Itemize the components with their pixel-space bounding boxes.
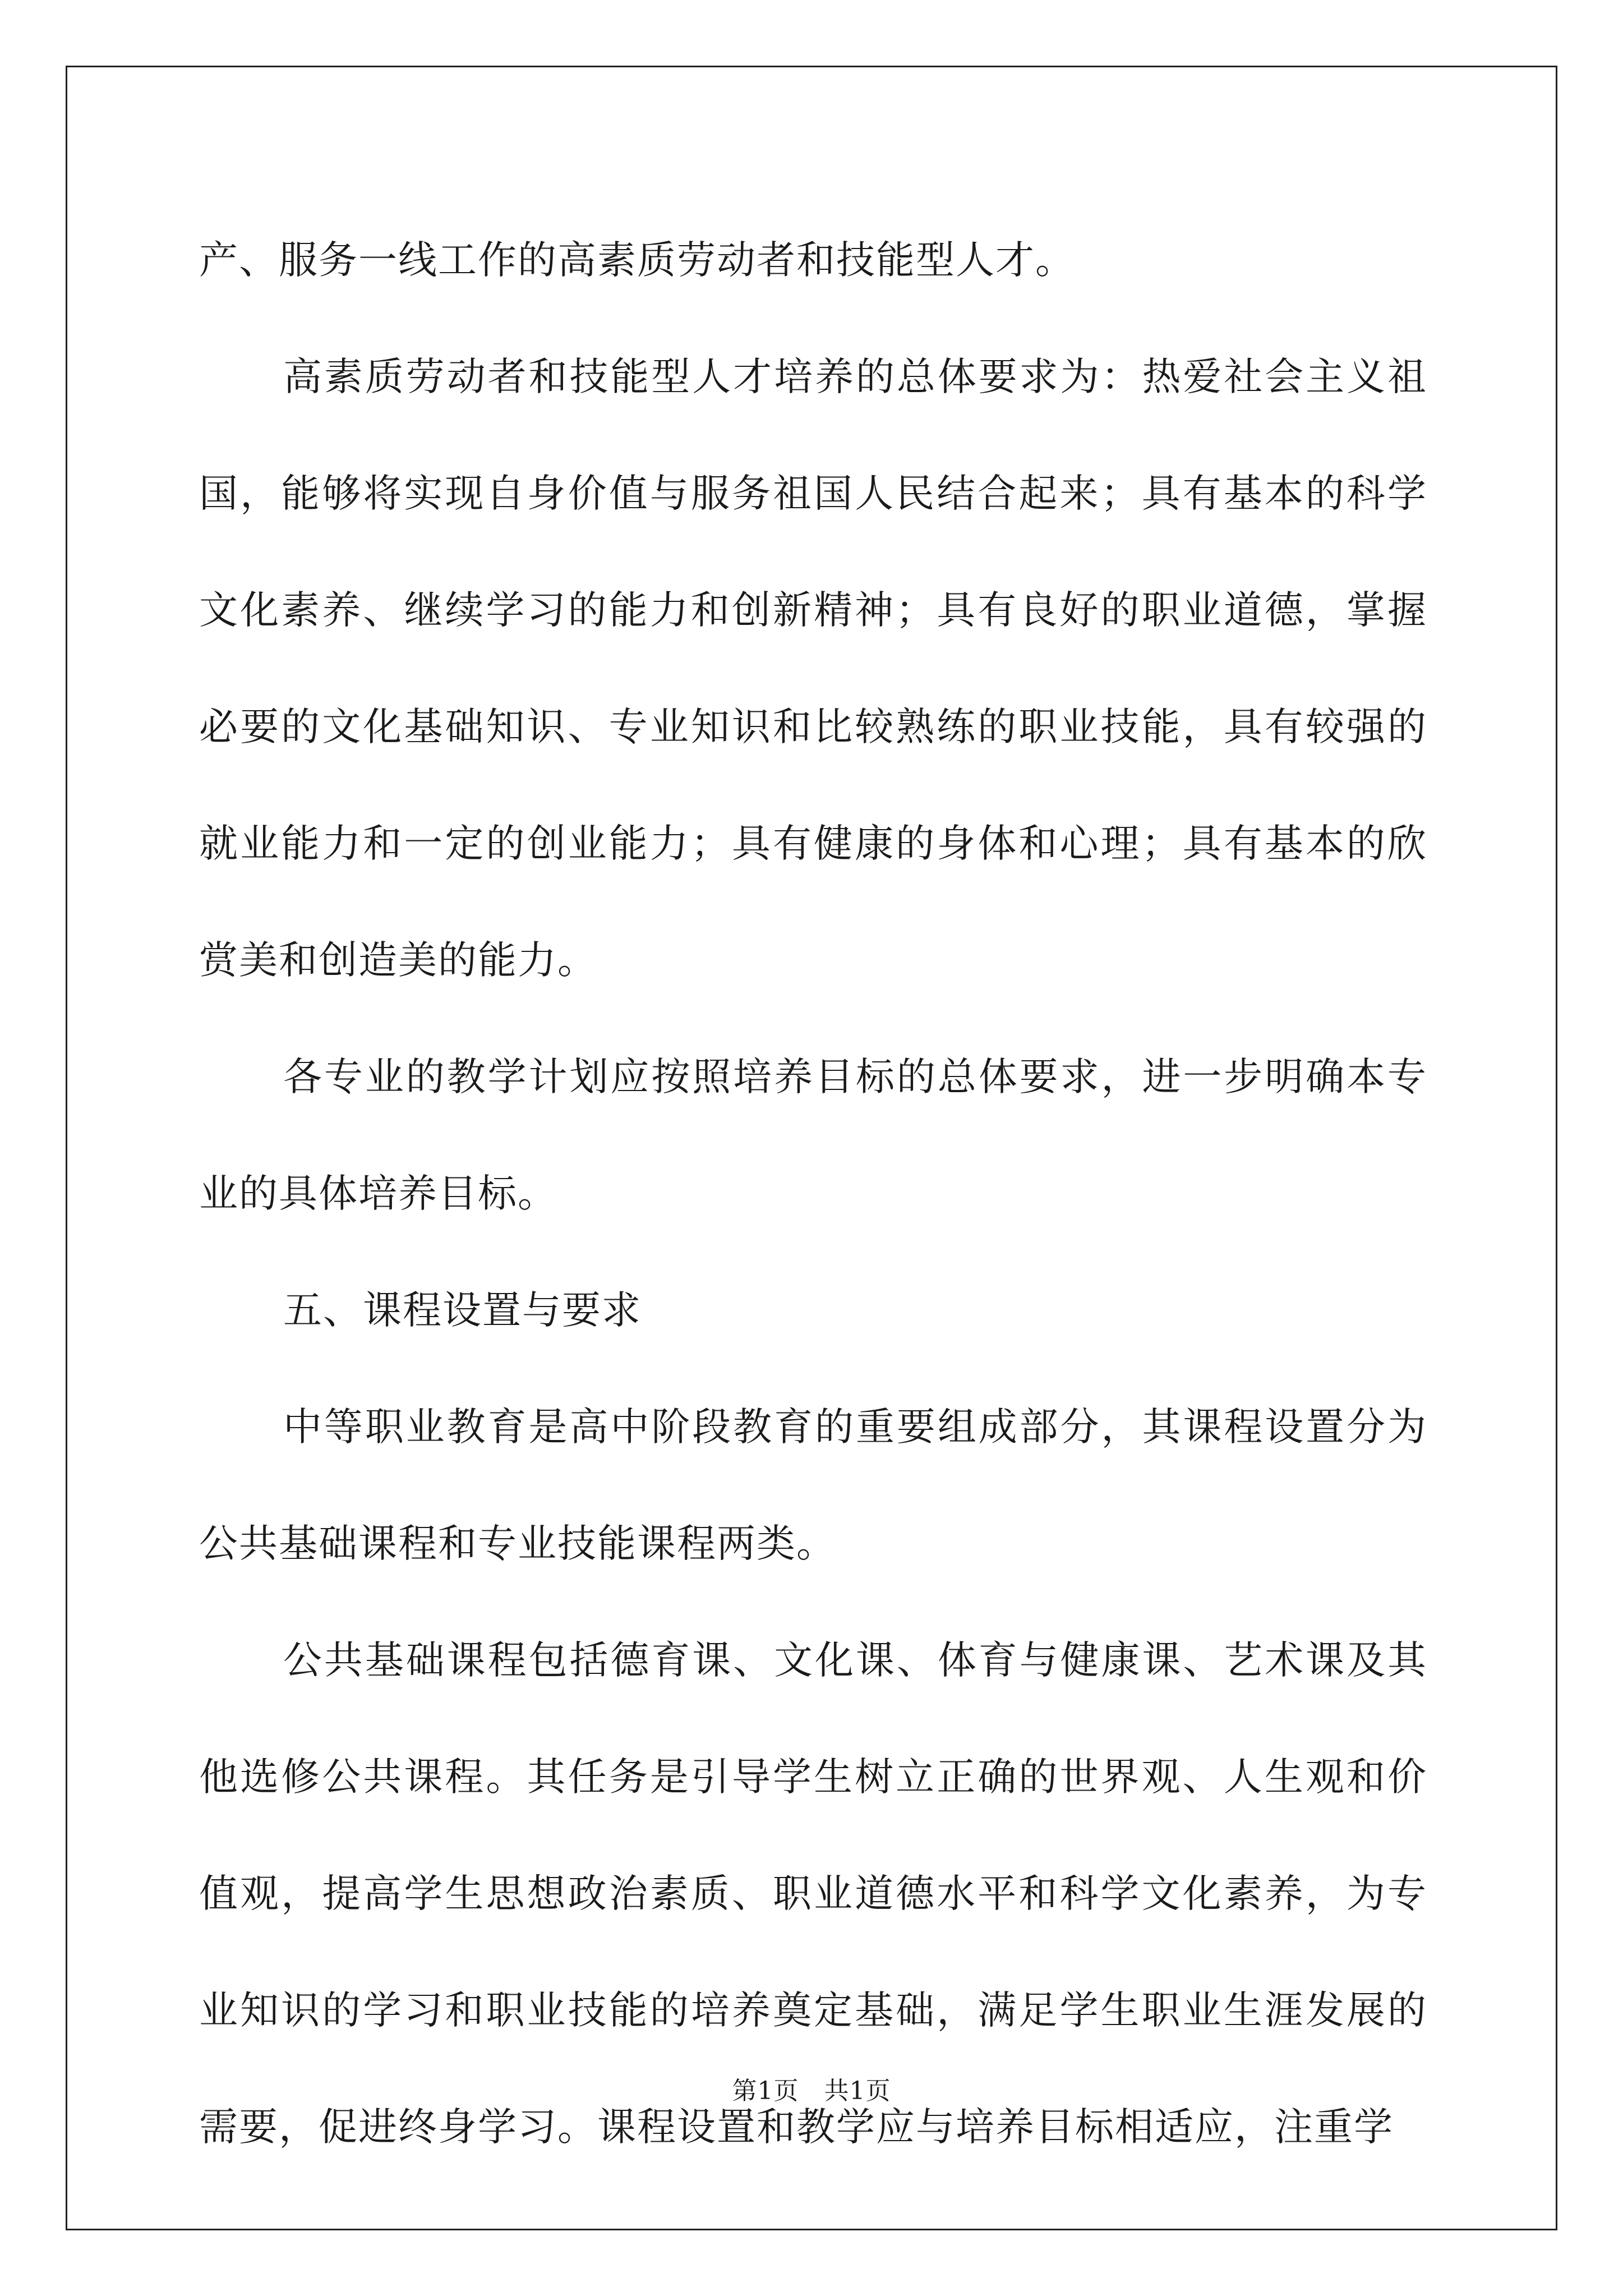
paragraph-2: 高素质劳动者和技能型人才培养的总体要求为：热爱社会主义祖国，能够将实现自身价值与服务祖国人民结合起来；具有基本的科学文化素养、继续学习的能力和创新精神；具有良好的职业道德，掌握必要的文化基础知识、专业知识和比较熟练的职业技能，具有较强的就业能力和一定的创业能力；具有健康的身体和心理；具有基本的欣赏美和创造美的能力。 xyxy=(199,355,1427,983)
paragraph-4: 中等职业教育是高中阶段教育的重要组成部分，其课程设置分为公共基础课程和专业技能课程两类。 xyxy=(199,1405,1427,1566)
page-footer: 第1页 共1页 xyxy=(732,2077,891,2105)
paragraph-5: 公共基础课程包括德育课、文化课、体育与健康课、艺术课及其他选修公共课程。其任务是引导学生树立正确的世界观、人生观和价值观，提高学生思想政治素质、职业道德水平和科学文化素养，为专业知识的学习和职业技能的培养奠定基础，满足学生职业生涯发展的需要，促进终身学习。课程设置和教学应与培养目标相适应，注重学 xyxy=(199,1638,1427,2150)
section-heading: 五、课程设置与要求 xyxy=(283,1288,642,1333)
document-body xyxy=(199,202,1427,2185)
paragraph-1: 产、服务一线工作的高素质劳动者和技能型人才。 xyxy=(199,238,1075,283)
paragraph-3: 各专业的教学计划应按照培养目标的总体要求，进一步明确本专业的具体培养目标。 xyxy=(199,1055,1427,1216)
